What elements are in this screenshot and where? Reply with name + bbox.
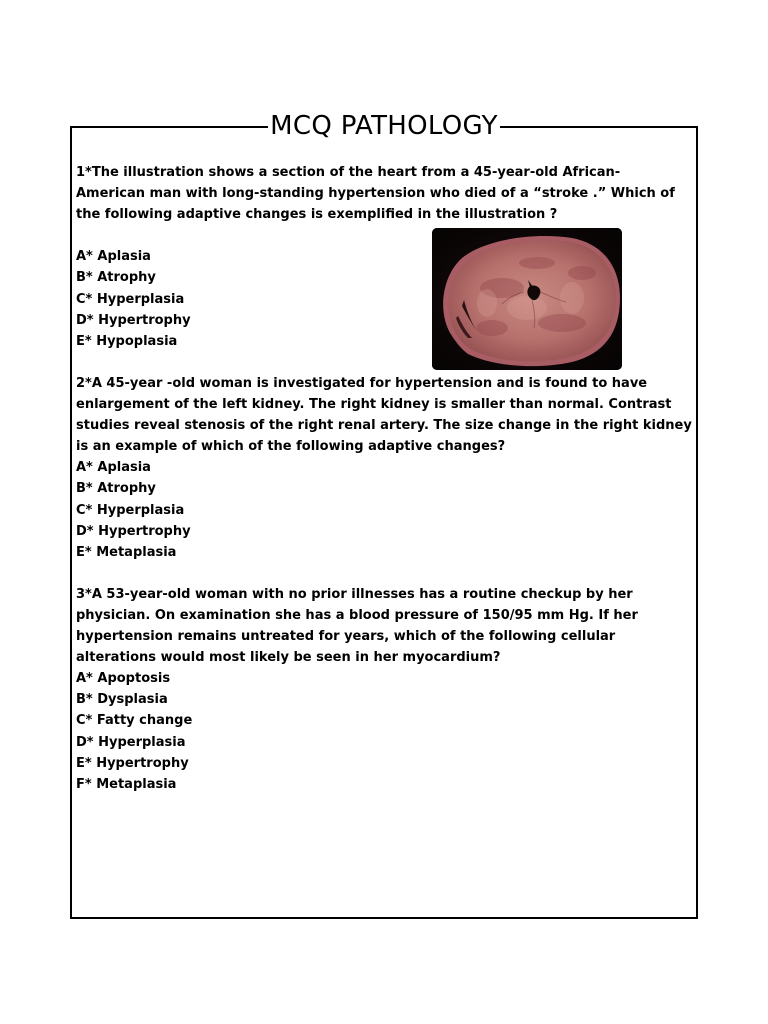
- question-2: [76, 373, 692, 563]
- option-d[interactable]: D* Hypertrophy: [76, 523, 191, 539]
- spacer: [76, 352, 692, 373]
- option-f[interactable]: F* Metaplasia: [76, 776, 177, 792]
- question-3: [76, 584, 692, 795]
- option-list: [76, 246, 692, 351]
- spacer: [76, 225, 692, 246]
- option-list: [76, 668, 692, 795]
- option-c[interactable]: C* Fatty change: [76, 713, 193, 729]
- option-c[interactable]: C* Hyperplasia: [76, 502, 185, 518]
- option-e[interactable]: E* Hypertrophy: [76, 755, 189, 771]
- option-b[interactable]: B* Atrophy: [76, 270, 156, 286]
- option-d[interactable]: D* Hyperplasia: [76, 734, 186, 750]
- spacer: [76, 563, 692, 584]
- option-a[interactable]: A* Aplasia: [76, 249, 151, 265]
- option-b[interactable]: B* Dysplasia: [76, 692, 168, 708]
- question-1: [76, 162, 692, 352]
- option-c[interactable]: C* Hyperplasia: [76, 291, 185, 307]
- option-a[interactable]: A* Apoptosis: [76, 671, 171, 687]
- option-d[interactable]: D* Hypertrophy: [76, 312, 191, 328]
- question-stem: 1*The illustration shows a section of the heart from a 45-year-old African-American man with long-standing hypertension who died of a “stroke .” Which of the following adaptive changes is exemplified in the illustration ?: [76, 165, 675, 223]
- option-b[interactable]: B* Atrophy: [76, 481, 156, 497]
- page-title: MCQ PATHOLOGY: [270, 111, 498, 141]
- option-e[interactable]: E* Metaplasia: [76, 544, 177, 560]
- question-stem: 2*A 45-year -old woman is investigated for hypertension and is found to have enlargement of the left kidney. The right kidney is smaller than normal. Contrast studies reveal stenosis of the right renal artery. The size change in the right kidney is an example of which of the following adaptive changes?: [76, 375, 692, 455]
- option-e[interactable]: E* Hypoplasia: [76, 333, 178, 349]
- option-list: [76, 457, 692, 562]
- question-list: [76, 162, 692, 795]
- question-stem: 3*A 53-year-old woman with no prior illnesses has a routine checkup by her physician. On examination she has a blood pressure of 150/95 mm Hg. If her hypertension remains untreated for years, which of the following cellular alterations would most likely be seen in her myocardium?: [76, 586, 638, 666]
- option-a[interactable]: A* Aplasia: [76, 460, 151, 476]
